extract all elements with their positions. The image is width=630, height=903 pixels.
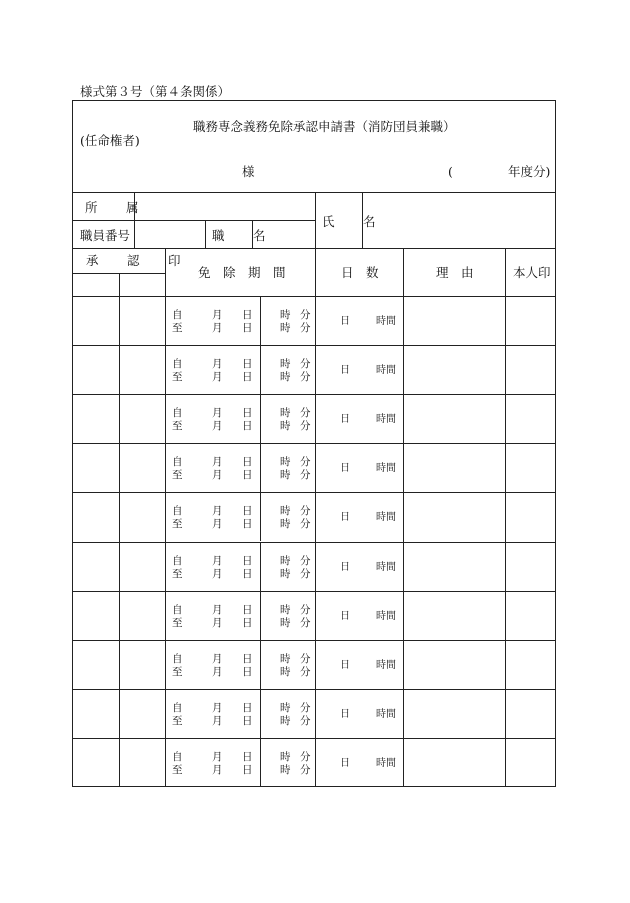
table-row[interactable]: [73, 689, 555, 738]
time-subdivider: [260, 591, 261, 640]
employee-number-label: 職員番号: [80, 228, 131, 243]
to-minute-label: 分: [300, 616, 311, 629]
to-minute-label: 分: [300, 322, 311, 334]
from-month-label: 月: [212, 652, 223, 665]
to-day-label: 日: [242, 616, 253, 629]
to-hour-label: 時: [280, 763, 291, 776]
hours-unit-label: 時間: [376, 512, 396, 524]
to-hour-label: 時: [280, 371, 291, 384]
from-minute-label: 分: [300, 407, 311, 420]
to-month-label: 月: [212, 371, 223, 384]
to-label: 至: [172, 567, 183, 580]
to-minute-label: 分: [300, 518, 311, 531]
to-hour-label: 時: [280, 616, 291, 629]
hours-unit-label: 時間: [376, 708, 396, 720]
from-label: 自: [172, 750, 183, 763]
to-day-label: 日: [242, 714, 253, 727]
from-hour-label: 時: [280, 358, 291, 371]
to-month-label: 月: [212, 518, 223, 531]
from-month-label: 月: [212, 554, 223, 567]
from-day-label: 日: [242, 554, 253, 567]
from-hour-label: 時: [280, 505, 291, 518]
to-day-label: 日: [242, 469, 253, 482]
approval-seal-header: 承 認 印: [86, 253, 189, 268]
to-minute-label: 分: [300, 567, 311, 580]
from-month-label: 月: [212, 603, 223, 616]
days-unit-label: 日: [340, 463, 350, 475]
from-hour-label: 時: [280, 652, 291, 665]
to-day-label: 日: [242, 420, 253, 433]
to-month-label: 月: [212, 763, 223, 776]
from-minute-label: 分: [300, 505, 311, 518]
to-day-label: 日: [242, 322, 253, 334]
to-day-label: 日: [242, 665, 253, 678]
application-form: [72, 100, 556, 787]
reason-header: 理 由: [436, 265, 474, 280]
from-day-label: 日: [242, 456, 253, 469]
to-month-label: 月: [212, 469, 223, 482]
from-label: 自: [172, 652, 183, 665]
from-day-label: 日: [242, 750, 253, 763]
days-unit-label: 日: [340, 757, 350, 769]
table-row[interactable]: [73, 345, 555, 394]
table-row[interactable]: [73, 640, 555, 689]
to-month-label: 月: [212, 616, 223, 629]
to-month-label: 月: [212, 420, 223, 433]
table-row[interactable]: [73, 591, 555, 640]
to-label: 至: [172, 616, 183, 629]
personal-seal-header: 本人印: [513, 265, 551, 280]
hours-unit-label: 時間: [376, 463, 396, 475]
from-hour-label: 時: [280, 603, 291, 616]
to-month-label: 月: [212, 714, 223, 727]
time-subdivider: [260, 542, 261, 591]
from-label: 自: [172, 603, 183, 616]
from-hour-label: 時: [280, 407, 291, 420]
days-unit-label: 日: [340, 708, 350, 720]
from-month-label: 月: [212, 750, 223, 763]
time-subdivider: [260, 492, 261, 541]
employee-number-field[interactable]: [135, 221, 205, 248]
from-day-label: 日: [242, 652, 253, 665]
hours-unit-label: 時間: [376, 610, 396, 622]
from-minute-label: 分: [300, 652, 311, 665]
from-label: 自: [172, 554, 183, 567]
to-label: 至: [172, 322, 183, 334]
appointer-label: (任命権者): [80, 133, 140, 148]
to-day-label: 日: [242, 567, 253, 580]
from-minute-label: 分: [300, 358, 311, 371]
affiliation-row-divider: [134, 220, 315, 221]
form-number: 様式第３号（第４条関係）: [80, 84, 231, 99]
to-hour-label: 時: [280, 518, 291, 531]
from-month-label: 月: [212, 309, 223, 321]
table-row[interactable]: [73, 492, 555, 541]
from-label: 自: [172, 505, 183, 518]
to-hour-label: 時: [280, 322, 291, 334]
from-hour-label: 時: [280, 554, 291, 567]
to-minute-label: 分: [300, 714, 311, 727]
employee-number-divider: [205, 220, 206, 248]
to-hour-label: 時: [280, 665, 291, 678]
to-label: 至: [172, 665, 183, 678]
fiscal-year-open: (: [448, 164, 453, 179]
from-hour-label: 時: [280, 456, 291, 469]
from-minute-label: 分: [300, 554, 311, 567]
table-row[interactable]: [73, 394, 555, 443]
to-label: 至: [172, 469, 183, 482]
to-label: 至: [172, 518, 183, 531]
to-month-label: 月: [212, 665, 223, 678]
to-month-label: 月: [212, 567, 223, 580]
to-minute-label: 分: [300, 371, 311, 384]
table-row[interactable]: [73, 296, 555, 345]
from-minute-label: 分: [300, 456, 311, 469]
from-label: 自: [172, 407, 183, 420]
from-hour-label: 時: [280, 309, 291, 321]
time-subdivider: [260, 640, 261, 689]
from-month-label: 月: [212, 456, 223, 469]
to-month-label: 月: [212, 322, 223, 334]
from-month-label: 月: [212, 505, 223, 518]
days-header: 日 数: [341, 265, 379, 280]
days-unit-label: 日: [340, 659, 350, 671]
form-title: 職務専念義務免除承認申請書（消防団員兼職）: [193, 119, 456, 134]
from-day-label: 日: [242, 603, 253, 616]
to-minute-label: 分: [300, 763, 311, 776]
table-row[interactable]: [73, 443, 555, 492]
affiliation-label: 所 属: [85, 200, 147, 215]
to-day-label: 日: [242, 518, 253, 531]
to-label: 至: [172, 714, 183, 727]
days-unit-label: 日: [340, 414, 350, 426]
to-hour-label: 時: [280, 567, 291, 580]
from-month-label: 月: [212, 407, 223, 420]
to-minute-label: 分: [300, 665, 311, 678]
hours-unit-label: 時間: [376, 365, 396, 377]
days-unit-label: 日: [340, 512, 350, 524]
hours-unit-label: 時間: [376, 659, 396, 671]
from-day-label: 日: [242, 505, 253, 518]
table-row[interactable]: [73, 542, 555, 591]
from-hour-label: 時: [280, 701, 291, 714]
to-label: 至: [172, 371, 183, 384]
from-label: 自: [172, 358, 183, 371]
days-unit-label: 日: [340, 561, 350, 573]
affiliation-row-divider-left: [73, 220, 134, 221]
days-unit-label: 日: [340, 365, 350, 377]
from-label: 自: [172, 456, 183, 469]
hours-unit-label: 時間: [376, 757, 396, 769]
fiscal-year-label: 年度分): [508, 164, 551, 179]
to-day-label: 日: [242, 763, 253, 776]
name-field[interactable]: [363, 193, 555, 248]
from-label: 自: [172, 701, 183, 714]
time-subdivider: [260, 345, 261, 394]
position-divider: [252, 220, 253, 248]
days-unit-label: 日: [340, 610, 350, 622]
name-divider-right: [362, 192, 363, 248]
to-label: 至: [172, 420, 183, 433]
exemption-period-header: 免 除 期 間: [198, 265, 286, 280]
from-day-label: 日: [242, 701, 253, 714]
time-subdivider: [260, 394, 261, 443]
name-divider-left: [315, 192, 316, 248]
table-row[interactable]: [73, 738, 555, 787]
name-label: 氏 名: [322, 214, 384, 229]
to-hour-label: 時: [280, 714, 291, 727]
time-subdivider: [260, 443, 261, 492]
to-minute-label: 分: [300, 420, 311, 433]
from-minute-label: 分: [300, 750, 311, 763]
from-hour-label: 時: [280, 750, 291, 763]
info-divider: [73, 248, 555, 249]
time-subdivider: [260, 738, 261, 787]
time-subdivider: [260, 296, 261, 345]
from-minute-label: 分: [300, 603, 311, 616]
to-hour-label: 時: [280, 420, 291, 433]
affiliation-field[interactable]: [135, 193, 315, 220]
to-day-label: 日: [242, 371, 253, 384]
from-minute-label: 分: [300, 309, 311, 321]
time-subdivider: [260, 689, 261, 738]
position-field[interactable]: [253, 221, 315, 248]
from-day-label: 日: [242, 407, 253, 420]
from-day-label: 日: [242, 309, 253, 321]
hours-unit-label: 時間: [376, 561, 396, 573]
honorific-label: 様: [242, 164, 255, 179]
from-day-label: 日: [242, 358, 253, 371]
to-minute-label: 分: [300, 469, 311, 482]
hours-unit-label: 時間: [376, 414, 396, 426]
hours-unit-label: 時間: [376, 316, 396, 327]
to-hour-label: 時: [280, 469, 291, 482]
to-label: 至: [172, 763, 183, 776]
from-minute-label: 分: [300, 701, 311, 714]
from-month-label: 月: [212, 701, 223, 714]
position-label: 職 名: [212, 228, 274, 243]
from-month-label: 月: [212, 358, 223, 371]
days-unit-label: 日: [340, 316, 350, 327]
from-label: 自: [172, 309, 183, 321]
